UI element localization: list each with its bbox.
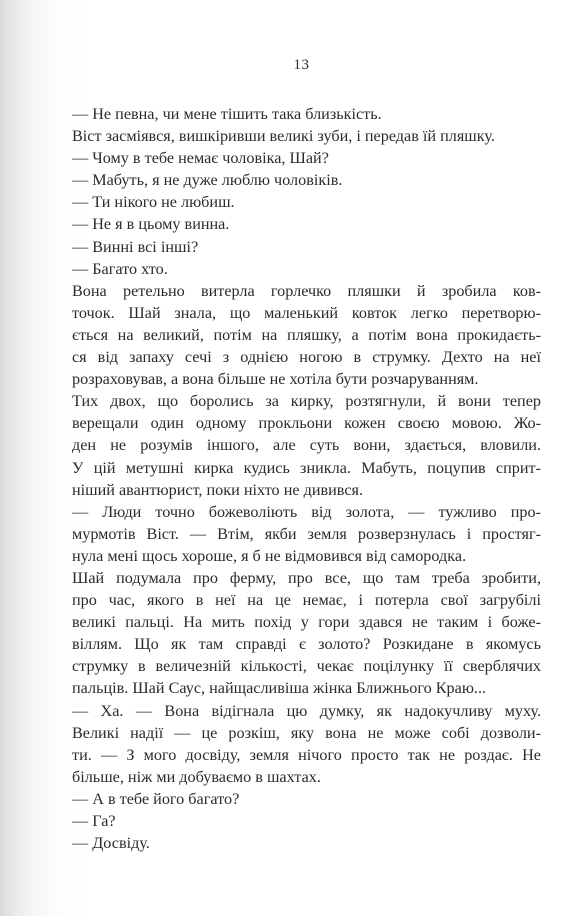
text-line: Великі надії — це розкіш, яку вона не може собі дозволи- [72,723,541,742]
text-line: — Мабуть, я не дуже люблю чоловіків. [72,171,343,190]
text-line: розраховував, а вона більше не хотіла бути розчаруванням. [72,370,479,389]
text-line: — Ха. — Вона відігнала цю думку, як надокучливу муху. [72,701,541,720]
text-line: віллям. Що як там справді є золото? Розкидане в якомусь [72,635,541,654]
text-line: У цій метушні кирка кудись зникла. Мабуть, поцупив сприт- [72,458,541,477]
body-text [72,103,541,854]
text-line: — Ти нікого не любиш. [72,193,235,212]
text-line: нула мені щось хороше, я б не відмовився від самородка. [72,546,467,565]
page-number: 13 [293,57,310,73]
text-line: ся від запаху сечі з однією ногою в струмку. Дехто на неї [72,348,541,367]
text-line: більше, ніж ми добуваємо в шахтах. [72,767,321,786]
text-line: — А в тебе його багато? [72,789,240,808]
text-line: — Досвіду. [72,834,150,853]
text-line: Шай подумала про ферму, про все, що там треба зробити, [72,568,541,587]
text-line: — Винні всі інші? [72,237,199,256]
text-line: точок. Шай знала, що маленький ковток легко перетворю- [72,303,541,322]
text-line: — Не я в цьому винна. [72,215,230,234]
text-line: про час, якого в неї на це немає, і потерла свої загрубілі [72,591,541,610]
text-line: струмку в величезній кількості, чекає поцілунку її сверблячих [72,657,541,676]
text-line: Вона ретельно витерла горлечко пляшки й зробила ков- [72,281,541,300]
text-line: Віст засміявся, вишкіривши великі зуби, і передав їй пляшку. [72,127,495,146]
text-line: — Га? [72,812,116,830]
text-line: — Люди точно божеволіють від золота, — тужливо про- [72,502,541,521]
text-line: ти. — З мого досвіду, земля нічого просто так не роздає. Не [72,745,541,764]
text-line: мурмотів Віст. — Втім, якби земля розверзнулась і простяг- [72,524,541,543]
text-line: пальців. Шай Саус, найщасливіша жінка Ближнього Краю... [72,679,487,698]
text-line: — Чому в тебе немає чоловіка, Шай? [72,149,329,168]
text-line: верещали один одному прокльони кожен своєю мовою. Жо- [72,414,541,433]
text-line: ден не розумів іншого, але суть вони, здається, вловили. [72,436,541,455]
text-line: — Не певна, чи мене тішить така близькість. [72,105,382,123]
text-line: великі пальці. На мить похід у гори здався не таким і боже- [72,613,541,632]
text-line: ніший авантюрист, поки ніхто не дивився. [72,480,364,499]
text-line: — Багато хто. [72,259,168,278]
text-line: Тих двох, що боролись за кирку, розтягнули, й вони тепер [72,392,541,411]
text-line: ється на великий, потім на пляшку, а потім вона прокидаєть- [72,325,541,344]
